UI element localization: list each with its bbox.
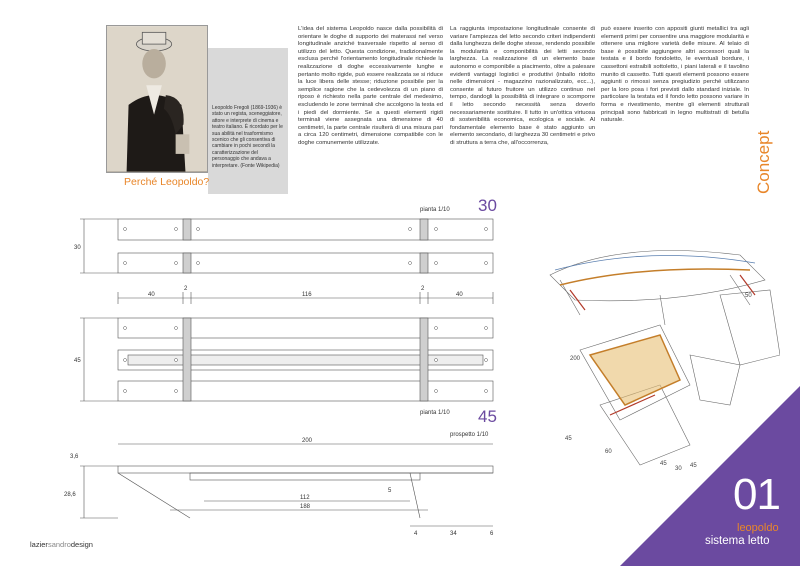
prospetto-label: prospetto 1/10 — [450, 432, 489, 438]
dim-30: 30 — [74, 245, 81, 251]
portrait-photo — [106, 25, 208, 173]
pianta-mid-label: pianta 1/10 — [420, 410, 450, 416]
dim-34: 34 — [450, 531, 457, 537]
pianta-top-label: pianta 1/10 — [420, 207, 450, 213]
pianta-top-number: 30 — [478, 196, 497, 215]
project-subtitle: sistema letto — [705, 535, 770, 547]
dim-2-left: 2 — [184, 286, 188, 292]
portrait-illustration — [107, 26, 207, 172]
dim-2-right: 2 — [421, 286, 425, 292]
why-leopoldo-title: Perché Leopoldo? — [124, 176, 210, 188]
dim-6: 6 — [490, 531, 494, 537]
concept-text-column-2: La raggiunta impostazione longitudinale consente di variare l'ampiezza del letto secondo criteri indipendenti dalla lunghezza delle doghe stesse, rendendo possibile la modularità e componibilità dei letti secondo larghezza. La realizzazione di un elemento base autonomo e componibile a piacimento, oltre a palesare evidenti vantaggi logistici e produttivi (inballo ridotto nelle dimensioni - magazzino razionalizzato, ecc...), consente al futuro fruitore un utilizzo continuo nel tempo, dandogli la possibilità di integrare o scomporre il letto secondo necessità senza doverlo necessariamente sostituire. Il tutto in un'ottica virtuosa di sostenibilità economica, ecologica e sociale. Al fondamentale elemento base è stato aggiunto un elemento secondario, di larghezza 30 centimetri e privo di struttura a terra che, all'occorrenza, — [450, 26, 595, 146]
sketch-label-60: 60 — [605, 449, 612, 455]
designer-signature — [30, 540, 93, 549]
sketch-label-30: 30 — [675, 466, 682, 472]
dim-188: 188 — [300, 504, 311, 510]
signature-part-2: sandro — [47, 540, 71, 549]
concept-text-column-3: può essere inserito con appositi giunti metallici tra agli elementi primi per consentire una maggiore modularità e ottenere una migliore varietà delle misure. Al telaio di base è possibile aggiungere altri accessori quali la testata e il bordo fondoletto, le eventuali bordure, i cassettoni estraibili sottoletto, i piani laterali e il tavolino munito di cassetto. Tutti questi elementi possono essere aggiunti o rimossi senza pregiudizio perché utilizzano per la loro posa i fori previsti dallo standard iniziale. In particolare la testata ed il fondo letto possono variare in forma e rivestimento, mentre gli elementi strutturali principali sono fabbricati in legno multistrati di betulla naturale. — [601, 26, 749, 124]
pianta-mid-number: 45 — [478, 407, 497, 426]
signature-part-3: design — [70, 540, 93, 549]
concept-text-column-1: L'idea del sistema Leopoldo nasce dalla possibilità di orientare le doghe di supporto dei materassi nel verso longitudinale anziché trasversale rispetto al senso di utilizzo del letto. Questa condizione, tradizionalmente esclusa perché l'orientamento longitudinale richiede la realizzazione di doghe eccessivamente lunghe e pertanto molto rigide, può essere realizzata se si riduce la luce libera delle stesse; riduzione possibile per la semplice ragione che la cedevolezza di un piano di riposo è richiesto nella parte centrale del medesimo, escludendo le zone terminali che accolgono la testa ed i piedi del dormiente. Se a questi elementi rigidi terminali viene assegnata una dimensione di 40 centimetri, la parte centrale risulterà di una misura pari a circa 120 centimetri, dimensione compatibile con le doghe comunemente utilizzate. — [298, 26, 443, 146]
dim-112: 112 — [300, 495, 310, 501]
dim-40-left: 40 — [148, 292, 155, 298]
signature-part-1: lazier — [30, 540, 48, 549]
dim-3-6: 3,6 — [70, 454, 79, 460]
sketch-label-45b: 45 — [660, 461, 667, 467]
bio-body: Leopoldo Fregoli (1869-1936) è stato un regista, sceneggiatore, attore e interprete di cinema e teatro italiano. È ricordato per le sua abilità nel trasformismo scenico che gli consentiva di cambiare in pochi secondi la caratterizzazione del personaggio che andava a interpretare. — [212, 105, 283, 169]
sketch-label-45a: 45 — [565, 436, 572, 442]
project-number: 01 — [733, 470, 780, 519]
concept-heading: Concept — [754, 130, 773, 194]
sketch-label-50: 50 — [745, 293, 752, 299]
dim-40-right: 40 — [456, 292, 463, 298]
dim-5: 5 — [388, 488, 392, 494]
sketch-label-45c: 45 — [690, 463, 697, 469]
sketch-label-200: 200 — [570, 356, 581, 362]
dim-116: 116 — [302, 292, 312, 298]
dim-28-6: 28,6 — [64, 492, 76, 498]
bio-text — [212, 105, 286, 169]
dim-45: 45 — [74, 358, 81, 364]
dim-4: 4 — [414, 531, 418, 537]
bio-source: (Fonte Wikipedia) — [240, 162, 280, 169]
dim-200: 200 — [302, 438, 313, 444]
project-name: leopoldo — [737, 522, 779, 534]
technical-drawing — [0, 195, 520, 540]
